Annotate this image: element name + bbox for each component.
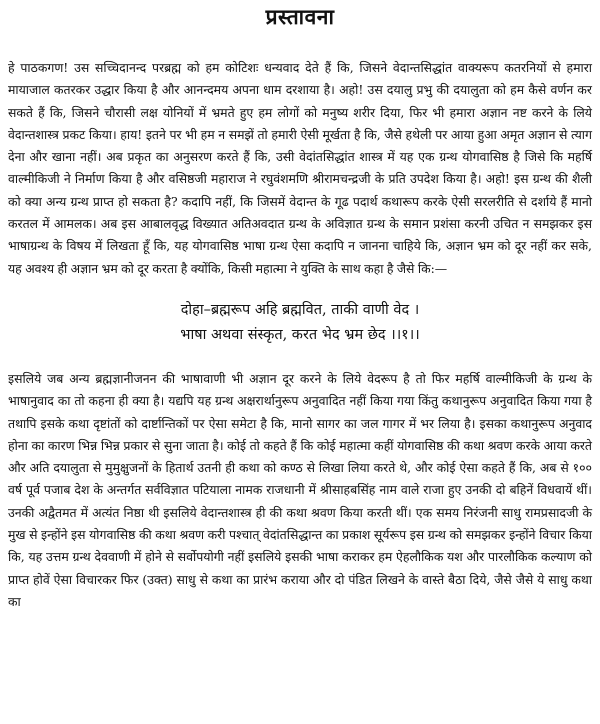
paragraph-intro: हे पाठकगण! उस सच्चिदानन्द परब्रह्म को हम कोटिशः धन्यवाद देते हैं कि, जिसने वेदान्तसिद्धांत वाक्यरूप कतरनियों से हमारा मायाजाल कतरकर उद्धार किया है और आनन्दमय अपना धाम दरशाया है। अहो! उस दयालु प्रभु की दयालुता को हम कैसे वर्णन कर सकते हैं कि, जिसने चौरासी लक्ष योनियों में भ्रमते हुए हम लोगों को मनुष्य शरीर दिया, फिर भी हमारा अज्ञान नष्ट करने के लिये वेदान्तशास्त्र प्रकट किया। हाय! इतने पर भी हम न समझें तो हमारी ऐसी मूर्खता है कि, जैसे हथेली पर आया हुआ अमृत अज्ञान से त्याग देना और खाना नहीं। अब प्रकृत का अनुसरण करते हैं कि, उसी वेदांतसिद्धांत शास्त्र में यह एक ग्रन्थ योगवासिष्ठ है जिसे कि महर्षि वाल्मीकिजी ने निर्माण किया है और वसिष्ठजी महाराज ने रघुवंशमणि श्रीरामचन्द्रजी के प्रति उपदेश किया है। अहो! इस ग्रन्थ की शैली को क्या अन्य ग्रन्थ प्राप्त हो सकता है? कदापि नहीं, कि जिसमें वेदान्त के गूढ पदार्थ कथारूप करके ऐसी सरलरीति से दर्शाये हैं मानो करतल में आमलक। अब इस आबालवृद्ध विख्यात अतिअवदात ग्रन्थ के अविज्ञात ग्रन्थ के समान प्रशंसा करनी उचित न समझकर इस भाषाग्रन्थ के विषय में लिखता हूँ कि, यह योगवासिष्ठ भाषा ग्रन्थ ऐसा कदापि न जानना चाहिये कि, अज्ञान भ्रम को दूर नहीं कर सके, यह अवश्य ही अज्ञान भ्रम को दूर करता है क्योंकि, किसी महात्मा ने युक्ति के साथ कहा है जैसे कि:—	[8, 60, 592, 276]
doha-line-2: भाषा अथवा संस्कृत, करत भेद भ्रम छेद ।।१।।	[180, 326, 420, 343]
page-title: प्रस्तावना	[265, 5, 335, 29]
doha-verse	[8, 298, 592, 348]
paragraph-translation-history: इसलिये जब अन्य ब्रह्मज्ञानीजनन की भाषावाणी भी अज्ञान दूर करने के लिये वेदरूप है तो फिर महर्षि वाल्मीकिजी के ग्रन्थ के भाषानुवाद का तो कहना ही क्या है। यद्यपि यह ग्रन्थ अक्षरार्थानुरूप अनुवादित नहीं किया गया किंतु कथानुरूप अनुवादित किया गया है तथापि इसके कथा दृष्टांतों को दार्ष्टान्तिकों पर ऐसा समेटा है कि, मानो सागर का जल गागर में भर लिया है। इसका कथानुरूप अनुवाद होना का कारण भिन्न भिन्न प्रकार से सुना जाता है। कोई तो कहते हैं कि कोई महात्मा कहीं योगवासिष्ठ की कथा श्रवण करके आया करते और अति दयालुता से मुमुक्षुजनों के हितार्थ उतनी ही कथा को कण्ठ से लिखा लिया करते थे, और कोई ऐसा कहते हैं कि, अब से १०० वर्ष पूर्व पजाब देश के अन्तर्गत सर्वविज्ञात पटियाला नामक राजधानी में श्रीसाहबसिंह नाम वाले राजा हुए उनकी दो बहिनें विधवायें थीं। उनकी अद्वैतमत में अत्यंत निष्ठा थी इसलिये वेदान्तशास्त्र ही की कथा श्रवण किया करती थीं। एक समय निरंजनी साधु रामप्रसादजी के मुख से इन्होंने इस योगवासिष्ठ की कथा श्रवण करी पश्चात् वेदांतसिद्धान्त का प्रकाश सूर्यरूप इस ग्रन्थ को समझकर इन्होंने विचार किया कि, यह उत्तम ग्रन्थ देववाणी में होने से सर्वोपयोगी नहीं इसलिये इसकी भाषा कराकर हम ऐहलौकिक यश और पारलौकिक कल्याण को प्राप्त होवें ऐसा विचारकर फिर (उक्त) साधु से कथा का प्रारंभ कराया और दो पंडित लिखने के वास्ते बैठा दिये, जैसे जैसे ये साधु कथा का	[8, 370, 592, 609]
doha-line-1: दोहा–ब्रह्मरूप अहि ब्रह्मवित, ताकी वाणी वेद ।	[180, 301, 420, 318]
